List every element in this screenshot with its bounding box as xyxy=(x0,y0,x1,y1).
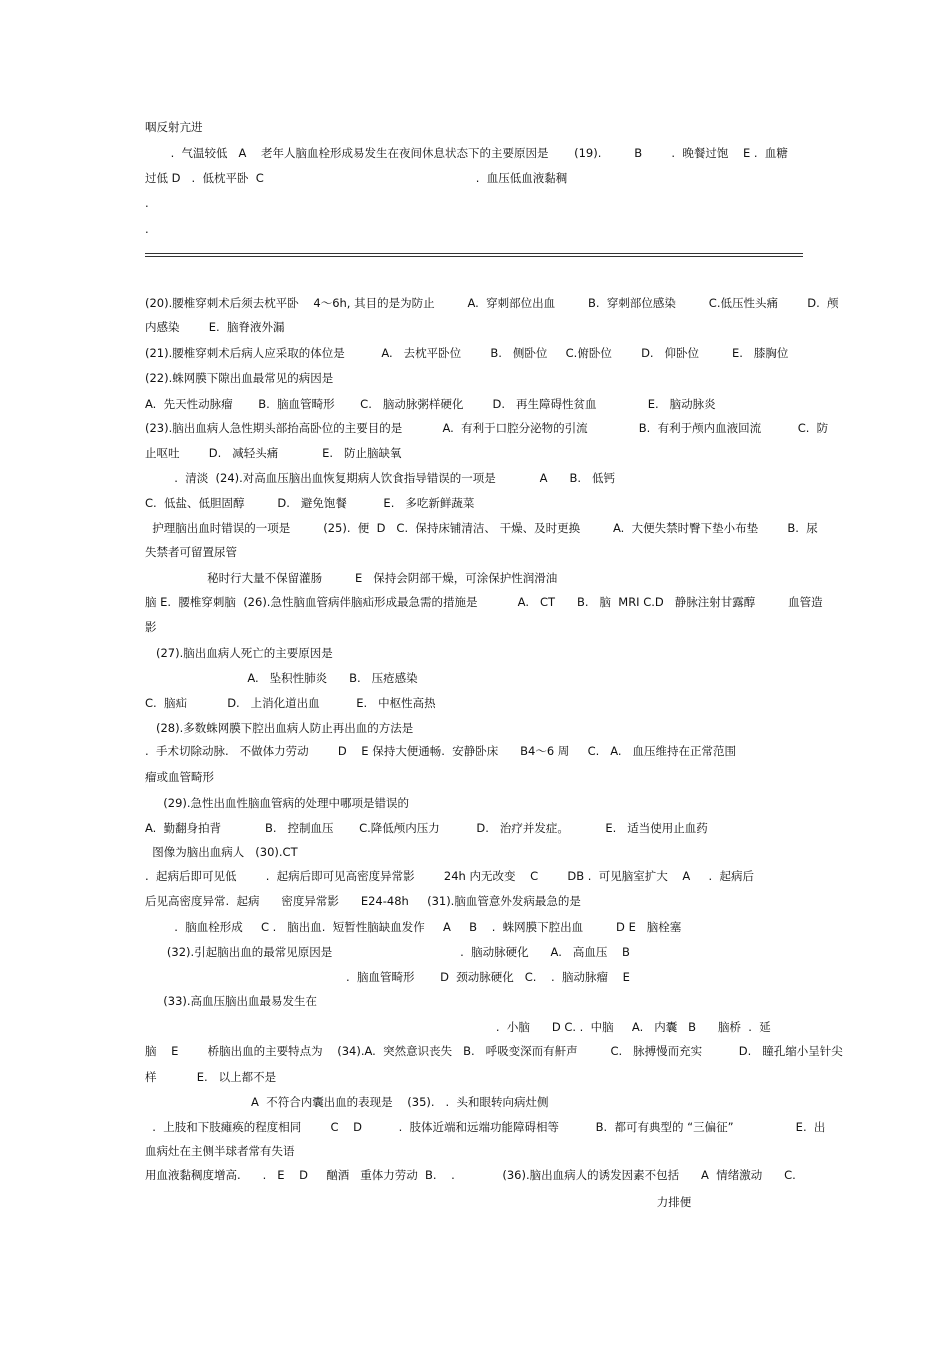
text-line: 脑 E. 腰椎穿刺脑 (26).急性脑血管病伴脑疝形成最急需的措施是 A. CT B. 脑 MRI C.D 静脉注射甘露醇 血管造 xyxy=(145,595,823,609)
text-line: . 气温较低 A 老年人脑血栓形成易发生在夜间休息状态下的主要原因是 (19). B . 晚餐过饱 E . 血糖 xyxy=(145,146,788,160)
text-line: (29).急性出血性脑血管病的处理中哪项是错误的 xyxy=(145,796,410,810)
text-line: (21).腰椎穿刺术后病人应采取的体位是 A. 去枕平卧位 B. 侧卧位 C.俯卧位 D. 仰卧位 E. 膝胸位 xyxy=(145,346,789,360)
text-line: 用血液黏稠度增高. . E D 酗酒 重体力劳动 B. . (36).脑出血病人的诱发因素不包括 A 情绪激动 C. xyxy=(145,1168,796,1182)
text-line: . xyxy=(145,222,149,236)
text-line: A. 先天性动脉瘤 B. 脑血管畸形 C. 脑动脉粥样硬化 D. 再生障碍性贫血 E. 脑动脉炎 xyxy=(145,397,716,411)
text-line: 样 E. 以上都不是 xyxy=(145,1070,277,1084)
text-line: 后见高密度异常. 起病 密度异常影 E24-48h (31).脑血管意外发病最急的是 xyxy=(145,894,581,908)
text-line: A. 坠积性肺炎 B. 压疮感染 xyxy=(145,671,418,685)
text-line: 护理脑出血时错误的一项是 (25). 便 D C. 保持床铺清洁、 干燥、及时更换 A. 大便失禁时臀下垫小布垫 B. 尿 xyxy=(145,521,818,535)
horizontal-rule xyxy=(145,253,803,254)
text-line: . 上肢和下肢瘫痪的程度相同 C D . 肢体近端和远端功能障碍相等 B. 都可有典型的 “三偏征” E. 出 xyxy=(145,1120,826,1134)
text-line: . xyxy=(145,196,149,210)
text-line: (28).多数蛛网膜下腔出血病人防止再出血的方法是 xyxy=(145,721,414,735)
text-line: (22).蛛网膜下隙出血最常见的病因是 xyxy=(145,371,334,385)
text-line: . 手术切除动脉. 不做体力劳动 D E 保持大便通畅. 安静卧床 B4～6 周 C. A. 血压维持在正常范围 xyxy=(145,744,737,758)
text-line: 血病灶在主侧半球者常有失语 xyxy=(145,1144,295,1158)
text-line: 影 xyxy=(145,620,157,634)
text-line: 失禁者可留置尿管 xyxy=(145,545,237,559)
text-line: . 脑血管畸形 D 颈动脉硬化 C. . 脑动脉瘤 E xyxy=(145,970,630,984)
text-line: 瘤或血管畸形 xyxy=(145,770,214,784)
text-line: (20).腰椎穿刺术后须去枕平卧 4～6h, 其目的是为防止 A. 穿刺部位出血 B. 穿刺部位感染 C.低压性头痛 D. 颅 xyxy=(145,296,839,310)
text-line: A 不符合内囊出血的表现是 (35). . 头和眼转向病灶侧 xyxy=(145,1095,549,1109)
text-line: 止呕吐 D. 减轻头痛 E. 防止脑缺氧 xyxy=(145,446,402,460)
text-line: . 清淡 (24).对高血压脑出血恢复期病人饮食指导错误的一项是 A B. 低钙 xyxy=(145,471,615,485)
text-line: 过低 D . 低枕平卧 C . 血压低血液黏稠 xyxy=(145,171,568,185)
text-line: A. 勤翻身拍背 B. 控制血压 C.降低颅内压力 D. 治疗并发症。 E. 适当使用止血药 xyxy=(145,821,708,835)
text-line: (27).脑出血病人死亡的主要原因是 xyxy=(145,646,333,660)
text-line: 脑 E 桥脑出血的主要特点为 (34).A. 突然意识丧失 B. 呼吸变深而有鼾声 C. 脉搏慢而充实 D. 瞳孔缩小呈针尖 xyxy=(145,1044,843,1058)
text-line: (23).脑出血病人急性期头部抬高卧位的主要目的是 A. 有利于口腔分泌物的引流 B. 有利于颅内血液回流 C. 防 xyxy=(145,421,829,435)
text-line: . 起病后即可见低 . 起病后即可见高密度异常影 24h 内无改变 C DB . 可见脑室扩大 A . 起病后 xyxy=(145,869,754,883)
text-line: 咽反射亢进 xyxy=(145,120,203,134)
text-line: . 小脑 D C. . 中脑 A. 内囊 B 脑桥 . 延 xyxy=(145,1020,771,1034)
text-line: (33).高血压脑出血最易发生在 xyxy=(145,994,318,1008)
text-line: 力排便 xyxy=(145,1195,692,1209)
text-line: C. 低盐、低胆固醇 D. 避免饱餐 E. 多吃新鲜蔬菜 xyxy=(145,496,475,510)
text-line: 内感染 E. 脑脊液外漏 xyxy=(145,320,285,334)
text-line: C. 脑疝 D. 上消化道出血 E. 中枢性高热 xyxy=(145,696,436,710)
text-line: 图像为脑出血病人 (30).CT xyxy=(145,845,298,859)
text-line: . 脑血栓形成 C . 脑出血. 短暂性脑缺血发作 A B . 蛛网膜下腔出血 D E 脑栓塞 xyxy=(145,920,682,934)
horizontal-rule xyxy=(145,256,803,257)
text-line: 秘时行大量不保留灌肠 E 保持会阴部干燥，可涂保护性润滑油 xyxy=(145,571,558,585)
text-line: (32).引起脑出血的最常见原因是 . 脑动脉硬化 A. 高血压 B xyxy=(145,945,630,959)
